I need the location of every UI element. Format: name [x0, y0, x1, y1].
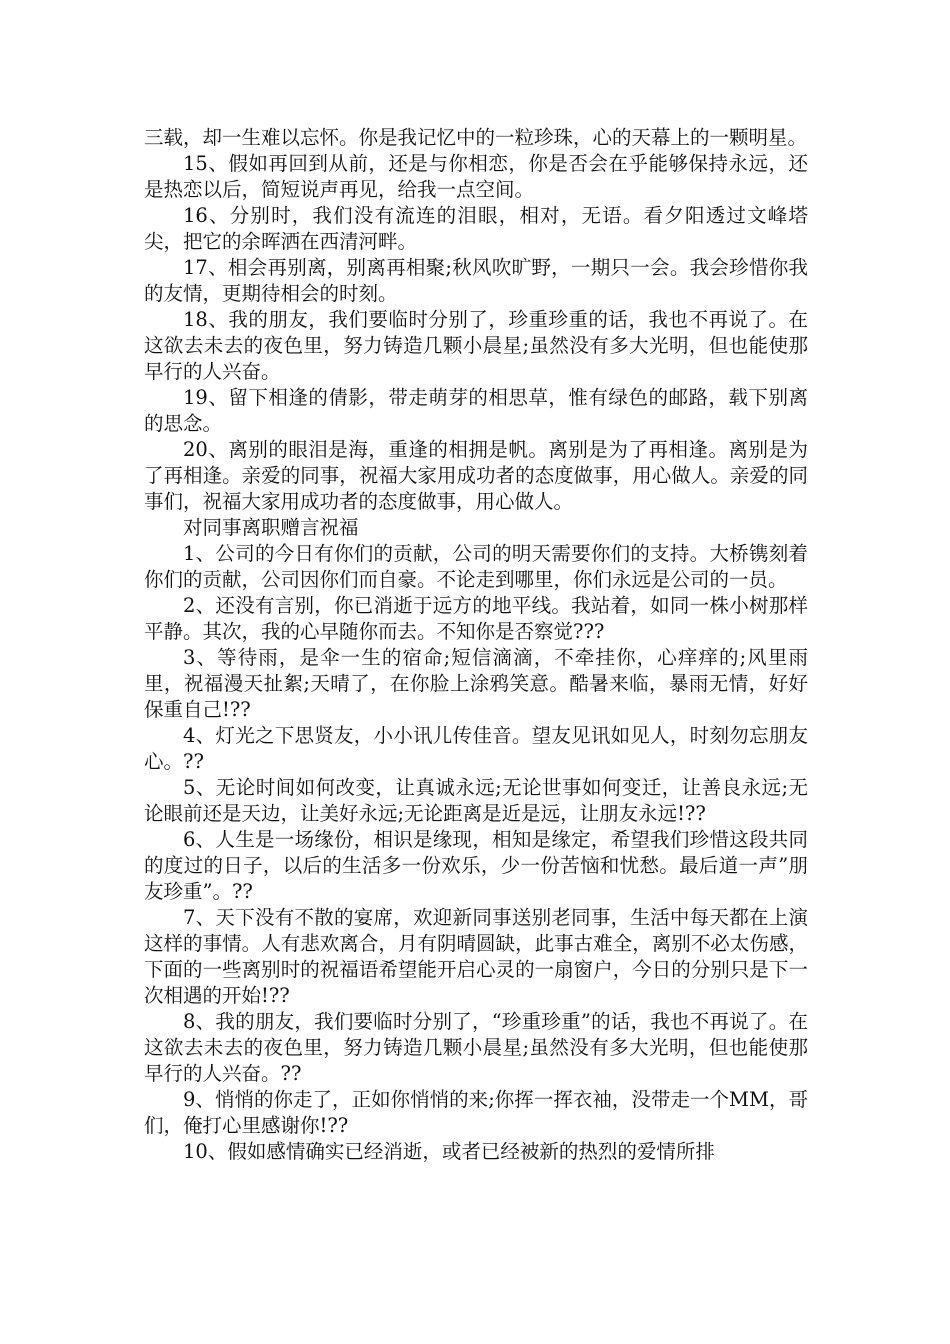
paragraph: 18、我的朋友，我们要临时分别了，珍重珍重的话，我也不再说了。在这欲去未去的夜色里，努力铸造几颗小晨星;虽然没有多大光明，但也能使那早行的人兴奋。 [144, 308, 808, 383]
paragraph: 9、悄悄的你走了，正如你悄悄的来;你挥一挥衣袖，没带走一个MM，哥们，俺打心里感谢你!?? [144, 1088, 808, 1137]
document-body [144, 125, 808, 1165]
paragraph: 6、人生是一场缘份，相识是缘现，相知是缘定，希望我们珍惜这段共同的度过的日子，以后的生活多一份欢乐，少一份苦恼和忧愁。最后道一声”朋友珍重”。?? [144, 828, 808, 903]
paragraph: 7、天下没有不散的宴席，欢迎新同事送别老同事，生活中每天都在上演这样的事情。人有悲欢离合，月有阴晴圆缺，此事古难全，离别不必太伤感，下面的一些离别时的祝福语希望能开启心灵的一扇窗户，今日的分别只是下一次相遇的开始!?? [144, 906, 808, 1007]
paragraph: 4、灯光之下思贤友，小小讯儿传佳音。望友见讯如见人，时刻勿忘朋友心。?? [144, 724, 808, 773]
paragraph: 16、分别时，我们没有流连的泪眼，相对，无语。看夕阳透过文峰塔尖，把它的余晖洒在西清河畔。 [144, 204, 808, 253]
paragraph: 20、离别的眼泪是海，重逢的相拥是帆。离别是为了再相逢。离别是为了再相逢。亲爱的同事，祝福大家用成功者的态度做事，用心做人。亲爱的同事们，祝福大家用成功者的态度做事，用心做人。 [144, 438, 808, 513]
paragraph: 2、还没有言别，你已消逝于远方的地平线。我站着，如同一株小树那样平静。其次，我的心早随你而去。不知你是否察觉??? [144, 594, 808, 643]
paragraph: 3、等待雨，是伞一生的宿命;短信滴滴，不牵挂你，心痒痒的;风里雨里，祝福漫天扯絮;天晴了，在你脸上涂鸦笑意。酷暑来临，暴雨无情，好好保重自己!?? [144, 646, 808, 721]
section-heading: 对同事离职赠言祝福 [183, 516, 359, 539]
paragraph: 5、无论时间如何改变，让真诚永远;无论世事如何变迁，让善良永远;无论眼前还是天边，让美好永远;无论距离是近是远，让朋友永远!?? [144, 776, 808, 825]
paragraph: 10、假如感情确实已经消逝，或者已经被新的热烈的爱情所排 [183, 1140, 715, 1163]
paragraph: 1、公司的今日有你们的贡献，公司的明天需要你们的支持。大桥镌刻着你们的贡献，公司因你们而自豪。不论走到哪里，你们永远是公司的一员。 [144, 542, 808, 591]
paragraph: 15、假如再回到从前，还是与你相恋，你是否会在乎能够保持永远，还是热恋以后，简短说声再见，给我一点空间。 [144, 152, 808, 201]
paragraph: 17、相会再别离，别离再相聚;秋风吹旷野，一期只一会。我会珍惜你我的友情，更期待相会的时刻。 [144, 256, 808, 305]
paragraph: 19、留下相逢的倩影，带走萌芽的相思草，惟有绿色的邮路，载下别离的思念。 [144, 386, 808, 435]
paragraph: 三载，却一生难以忘怀。你是我记忆中的一粒珍珠，心的天幕上的一颗明星。 [144, 126, 808, 149]
paragraph: 8、我的朋友，我们要临时分别了，“珍重珍重”的话，我也不再说了。在这欲去未去的夜色里，努力铸造几颗小晨星;虽然没有多大光明，但也能使那早行的人兴奋。?? [144, 1010, 808, 1085]
